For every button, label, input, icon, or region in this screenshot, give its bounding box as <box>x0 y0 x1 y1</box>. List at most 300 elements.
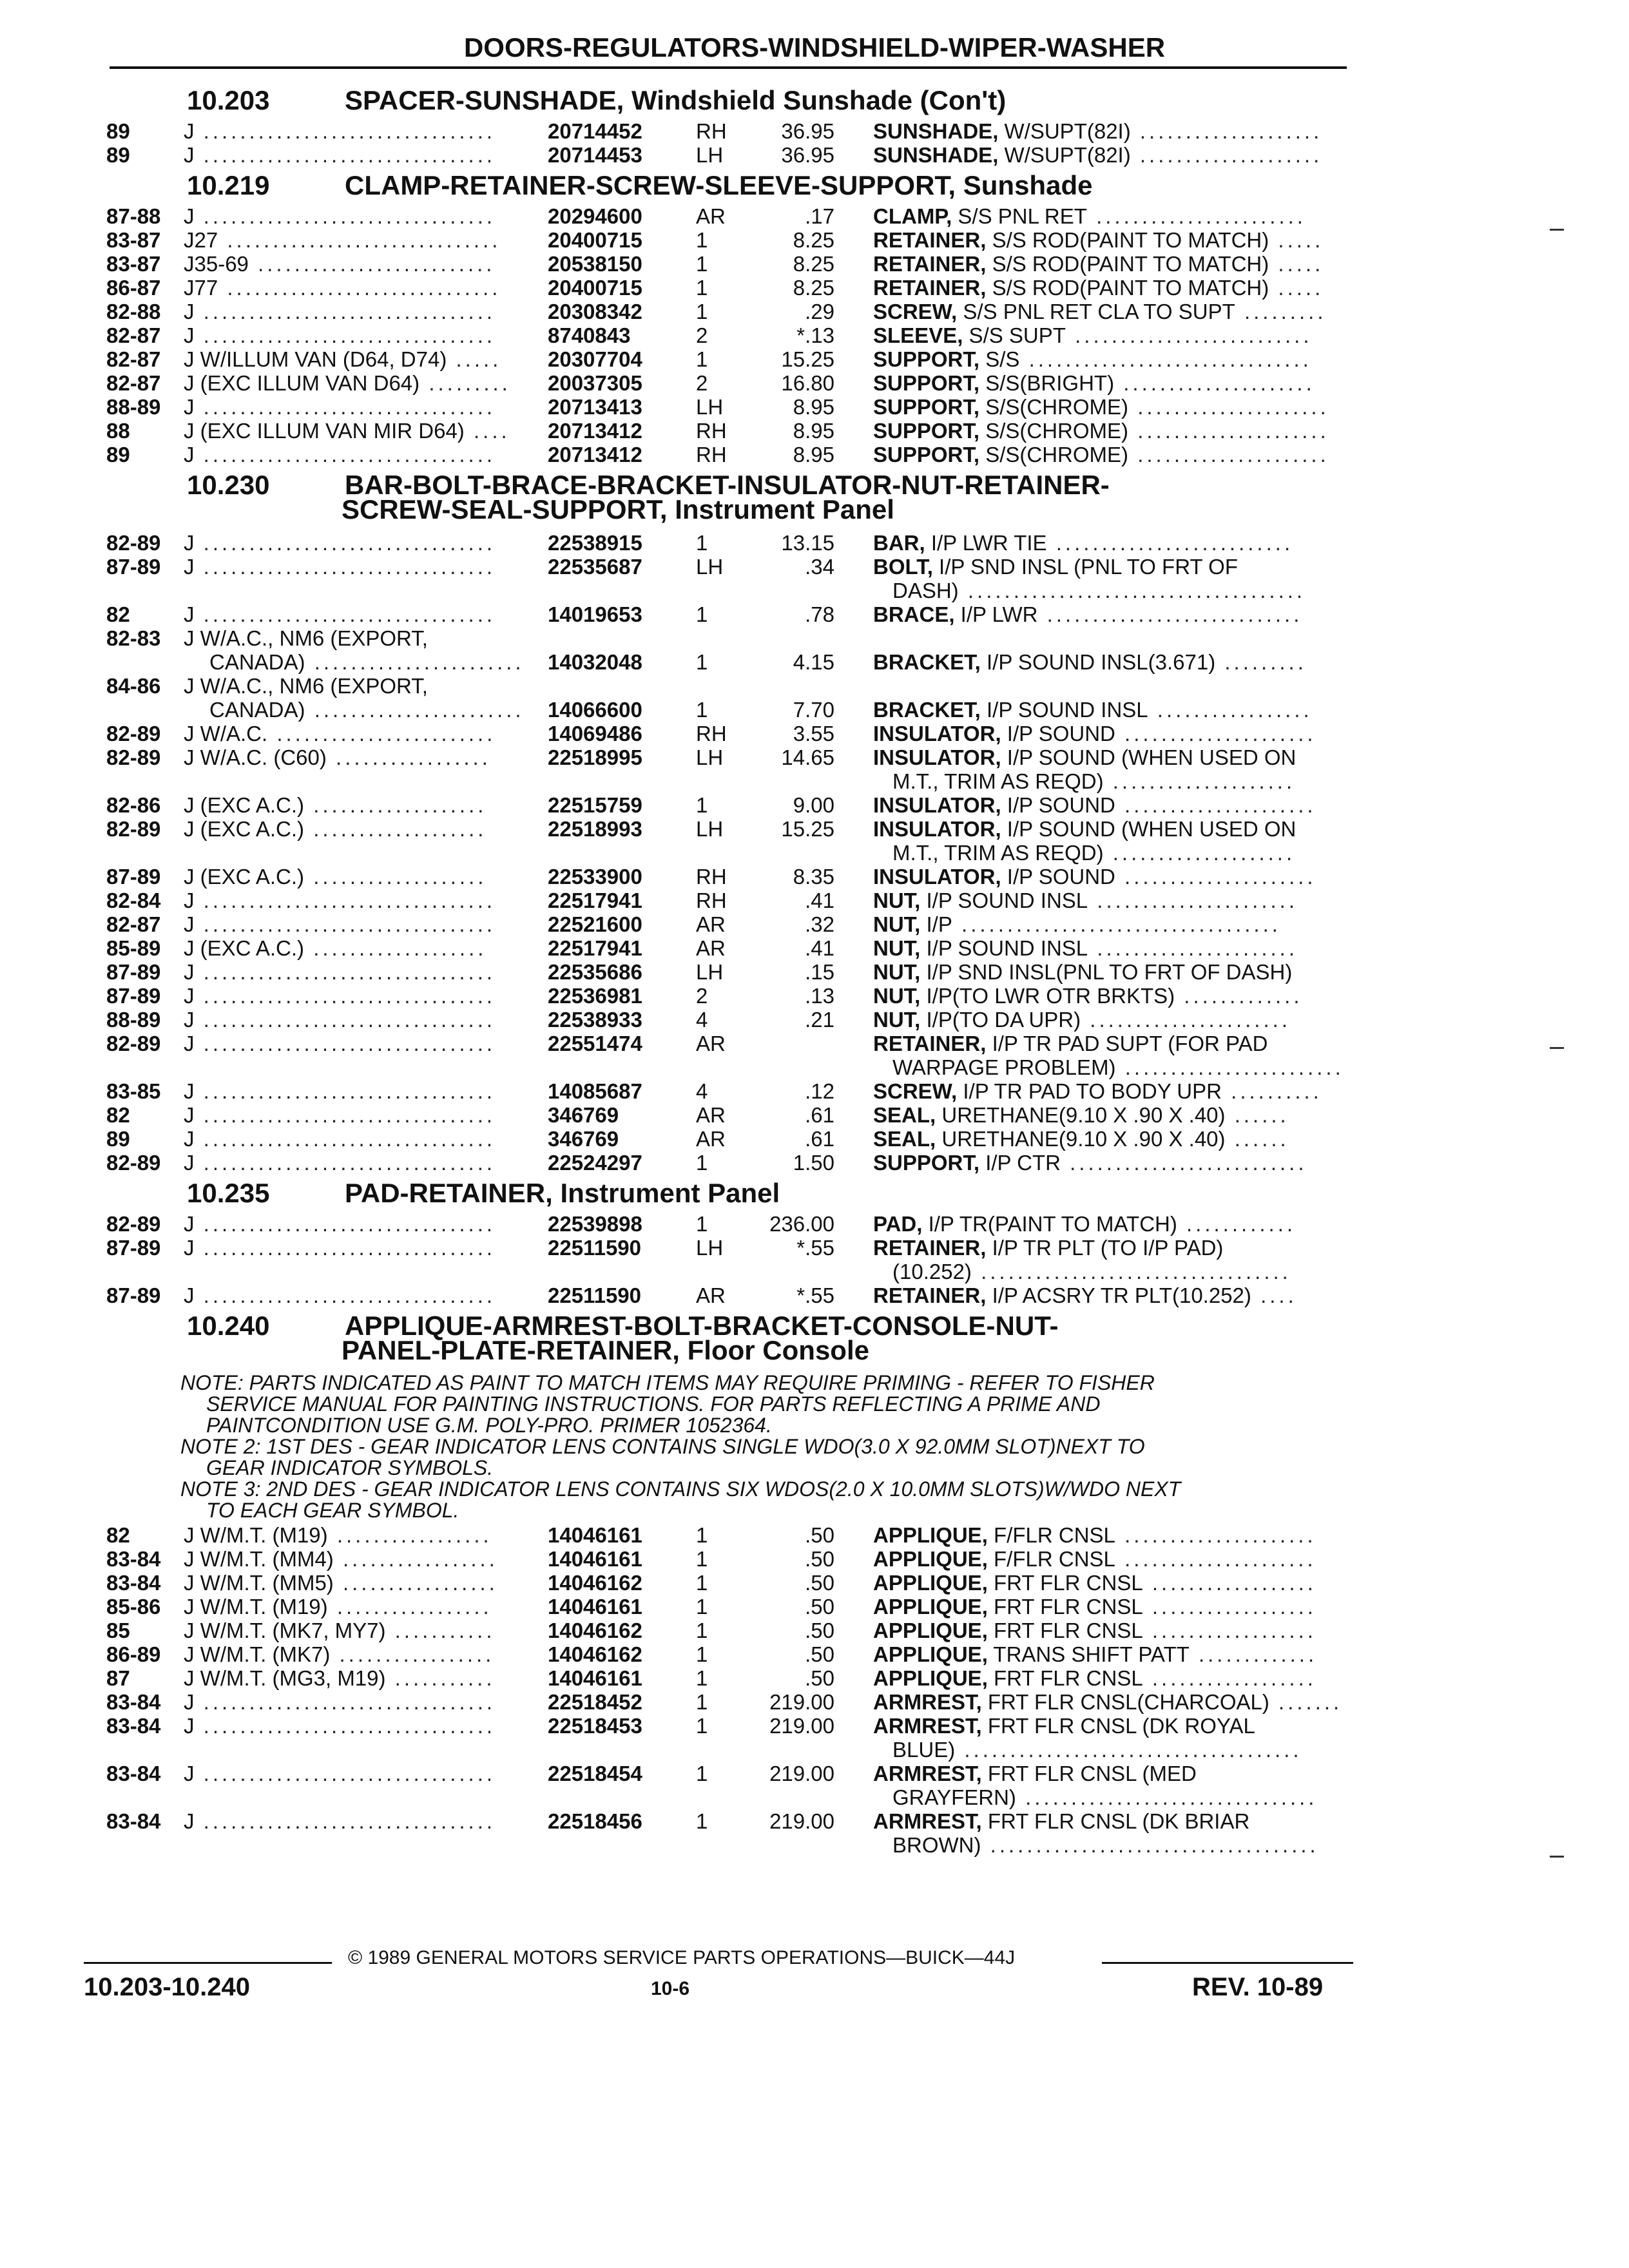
leader-dots: .......................... <box>248 252 496 276</box>
table-row <box>0 745 1629 770</box>
leader-dots: .................. <box>1142 1571 1316 1595</box>
model-year: 82-87 <box>106 371 161 395</box>
model-year: 83-84 <box>106 1571 161 1595</box>
model-code <box>184 555 496 579</box>
model-code-text: J <box>184 395 195 419</box>
model-code-text: J W/A.C., NM6 (EXPORT, <box>184 674 428 698</box>
part-description <box>873 323 1313 348</box>
model-code-text: J (EXC ILLUM VAN MIR D64) <box>184 419 465 443</box>
model-code-text: J W/A.C., NM6 (EXPORT, <box>184 626 428 650</box>
model-year: 88-89 <box>106 1008 161 1032</box>
part-description <box>873 1714 1255 1738</box>
model-code-text: J W/M.T. (MG3, M19) <box>184 1666 386 1690</box>
part-description <box>873 204 1306 229</box>
model-year: 87-89 <box>106 865 161 889</box>
model-code <box>184 1547 498 1571</box>
leader-dots: ................................ <box>194 395 496 419</box>
leader-dots: .................... <box>1130 119 1323 143</box>
part-number: 22518452 <box>548 1690 642 1714</box>
part-name: SUNSHADE, <box>873 143 999 167</box>
leader-dots: ........... <box>385 1619 496 1642</box>
section-heading: APPLIQUE-ARMREST-BOLT-BRACKET-CONSOLE-NUT- <box>345 1311 1059 1341</box>
table-row <box>0 722 1629 746</box>
model-code <box>184 626 428 651</box>
part-description <box>873 1690 1342 1715</box>
model-code-text: J77 <box>184 276 218 300</box>
part-description <box>873 143 1322 168</box>
part-name: RETAINER, <box>873 228 987 252</box>
part-description <box>873 698 1313 722</box>
leader-dots: .................................. <box>971 1260 1291 1283</box>
part-detail: (10.252) <box>892 1260 972 1283</box>
part-detail: I/P SOUND <box>1001 793 1115 817</box>
model-year: 86-89 <box>106 1642 161 1666</box>
part-name: SUNSHADE, <box>873 119 999 143</box>
part-number: 20713412 <box>548 419 642 443</box>
price: .50 <box>805 1619 834 1642</box>
model-code <box>184 371 511 396</box>
quantity: 1 <box>696 1809 708 1833</box>
model-code-text: J <box>184 960 195 984</box>
leader-dots: ................... <box>304 865 487 889</box>
leader-dots: ..................... <box>1128 443 1329 466</box>
leader-dots: ..... <box>1269 228 1324 252</box>
part-detail: I/P SND INSL (PNL TO FRT OF <box>932 555 1239 579</box>
model-code <box>184 323 496 348</box>
section-heading-line2 <box>342 1337 869 1364</box>
model-year: 82-83 <box>106 626 161 650</box>
price: *.55 <box>796 1283 834 1307</box>
part-detail: I/P ACSRY TR PLT(10.252) <box>986 1283 1251 1307</box>
price: 8.95 <box>793 419 834 443</box>
leader-dots: ................................ <box>194 300 496 323</box>
table-row <box>0 626 1629 651</box>
part-name: SUPPORT, <box>873 1151 980 1175</box>
section-subtitle: Floor Console <box>679 1335 869 1365</box>
model-code-text: J <box>184 1079 195 1103</box>
part-number: 14085687 <box>548 1079 642 1103</box>
part-description <box>873 936 1298 961</box>
price: .29 <box>805 300 834 323</box>
margin-tick <box>1550 229 1564 231</box>
price: 15.25 <box>781 817 834 841</box>
model-code <box>184 1523 492 1548</box>
quantity: LH <box>696 960 724 984</box>
part-name: APPLIQUE, <box>873 1642 988 1666</box>
model-code-text: J W/ILLUM VAN (D64, D74) <box>184 347 447 371</box>
section-heading: CLAMP-RETAINER-SCREW-SLEEVE-SUPPORT, <box>345 170 956 200</box>
table-row-continued <box>0 1055 1629 1080</box>
table-row-continued <box>0 650 1629 675</box>
part-description <box>873 1619 1316 1643</box>
section-subtitle: Instrument Panel <box>667 494 894 524</box>
price: .17 <box>805 204 834 228</box>
leader-dots: .......................... <box>1065 323 1313 347</box>
quantity: 1 <box>696 1595 708 1619</box>
model-code-text: J <box>184 531 195 555</box>
leader-dots: ....................... <box>305 698 525 722</box>
part-description <box>873 602 1302 627</box>
margin-tick <box>1550 1856 1564 1858</box>
model-code-text: J W/M.T. (MM5) <box>184 1571 334 1595</box>
quantity: 1 <box>696 228 708 252</box>
part-detail: I/P CTR <box>979 1151 1061 1175</box>
part-description <box>873 1571 1316 1595</box>
leader-dots: ............................ <box>1037 602 1303 626</box>
leader-dots: ................. <box>330 1642 495 1666</box>
model-code <box>184 276 501 300</box>
part-detail: I/P TR(PAINT TO MATCH) <box>922 1212 1177 1236</box>
part-detail: I/P SOUND (WHEN USED ON <box>1001 745 1296 769</box>
price: .12 <box>805 1079 834 1103</box>
quantity: AR <box>696 912 726 936</box>
section-note: SERVICE MANUAL FOR PAINTING INSTRUCTIONS. FOR PARTS REFLECTING A PRIME AND <box>206 1392 1101 1416</box>
part-name: SEAL, <box>873 1127 936 1151</box>
quantity: 2 <box>696 323 708 347</box>
model-year: 82-88 <box>106 300 161 323</box>
model-code-text: CANADA) <box>209 698 305 722</box>
leader-dots: ................................ <box>194 602 496 626</box>
page-title: DOORS-REGULATORS-WINDSHIELD-WIPER-WASHER <box>463 32 1166 62</box>
part-name: ARMREST, <box>873 1690 982 1714</box>
leader-dots: ................................ <box>194 1762 496 1785</box>
footer-section-range: 10.203-10.240 <box>84 1973 251 2001</box>
model-year: 82-89 <box>106 1212 161 1236</box>
quantity: 1 <box>696 1762 708 1785</box>
quantity: 1 <box>696 650 708 674</box>
part-detail: URETHANE(9.10 X .90 X .40) <box>936 1127 1226 1151</box>
table-row <box>0 1547 1629 1571</box>
table-row <box>0 865 1629 889</box>
part-number: 346769 <box>548 1103 619 1127</box>
price: .78 <box>805 602 834 626</box>
part-detail: I/P SOUND (WHEN USED ON <box>1001 817 1296 841</box>
price: .50 <box>805 1666 834 1690</box>
price: 8.25 <box>793 252 834 276</box>
part-detail: M.T., TRIM AS REQD) <box>892 841 1104 865</box>
section-title <box>187 87 1006 114</box>
leader-dots: ..... <box>1269 252 1324 276</box>
model-code-continued <box>209 650 525 675</box>
part-detail: BROWN) <box>892 1833 981 1857</box>
leader-dots: ................................ <box>194 1809 496 1833</box>
quantity: 2 <box>696 984 708 1008</box>
part-name: RETAINER, <box>873 1032 987 1055</box>
model-year: 87-89 <box>106 555 161 579</box>
part-description <box>873 1079 1322 1104</box>
model-code-text: J <box>184 1151 195 1175</box>
model-code <box>184 443 496 467</box>
leader-dots: ..................... <box>1128 395 1329 419</box>
section-number: 10.203 <box>187 85 270 115</box>
leader-dots: ................................ <box>194 1236 496 1260</box>
part-name: SCREW, <box>873 1079 958 1103</box>
price: 4.15 <box>793 650 834 674</box>
part-name: SLEEVE, <box>873 323 963 347</box>
table-row <box>0 1619 1629 1643</box>
model-code <box>184 347 501 372</box>
part-number: 14046161 <box>548 1523 642 1547</box>
part-description <box>873 300 1326 324</box>
table-row <box>0 1595 1629 1619</box>
part-name: CLAMP, <box>873 204 952 228</box>
model-code <box>184 865 487 889</box>
table-row <box>0 960 1629 985</box>
price: 7.70 <box>793 698 834 722</box>
model-code-text: J35-69 <box>184 252 249 276</box>
quantity: AR <box>696 1032 726 1055</box>
quantity: 1 <box>696 300 708 323</box>
model-year: 82 <box>106 1523 130 1547</box>
model-code-text: J <box>184 984 195 1008</box>
leader-dots: ................................ <box>194 1714 496 1738</box>
quantity: 4 <box>696 1008 708 1032</box>
model-code <box>184 119 496 144</box>
part-number: 22517941 <box>548 936 642 960</box>
model-year: 87 <box>106 1666 130 1690</box>
table-row-continued <box>0 1833 1629 1858</box>
part-description <box>873 1809 1249 1834</box>
table-row <box>0 1523 1629 1548</box>
leader-dots: ......... <box>1215 650 1307 674</box>
part-name: SUPPORT, <box>873 395 980 419</box>
table-row <box>0 119 1629 144</box>
part-name: SUPPORT, <box>873 443 980 466</box>
part-name: NUT, <box>873 912 921 936</box>
part-detail: S/S PNL RET CLA TO SUPT <box>957 300 1235 323</box>
section-title <box>187 172 1092 199</box>
leader-dots: ..................... <box>1114 371 1315 395</box>
part-detail: I/P SOUND INSL <box>980 698 1148 722</box>
model-year: 82-87 <box>106 323 161 347</box>
section-note: TO EACH GEAR SYMBOL. <box>206 1499 459 1522</box>
quantity: AR <box>696 1103 726 1127</box>
model-year: 82-89 <box>106 1032 161 1055</box>
leader-dots: ................................ <box>194 1103 496 1127</box>
model-year: 82-89 <box>106 722 161 745</box>
part-description <box>873 1212 1296 1236</box>
part-detail: S/S(BRIGHT) <box>979 371 1115 395</box>
part-description <box>873 1127 1289 1151</box>
model-code <box>184 1283 496 1308</box>
leader-dots: ................. <box>327 1523 492 1547</box>
price: 219.00 <box>769 1809 834 1833</box>
part-detail: I/P SOUND INSL(3.671) <box>980 650 1216 674</box>
part-detail: I/P TR PAD TO BODY UPR <box>957 1079 1222 1103</box>
part-name: BRACKET, <box>873 698 981 722</box>
part-detail: I/P <box>920 912 952 936</box>
footer-copyright: © 1989 GENERAL MOTORS SERVICE PARTS OPERATIONS—BUICK—44J <box>348 1947 1016 1968</box>
table-row <box>0 252 1629 276</box>
price: *.13 <box>796 323 834 347</box>
price: .13 <box>805 984 834 1008</box>
part-name: BRACKET, <box>873 650 981 674</box>
table-row-continued <box>0 1785 1629 1810</box>
part-detail: FRT FLR CNSL (MED <box>981 1762 1197 1785</box>
part-description <box>873 276 1324 300</box>
part-description <box>873 1032 1268 1056</box>
quantity: 1 <box>696 1523 708 1547</box>
model-code-text: J (EXC A.C.) <box>184 817 305 841</box>
model-code-text: J W/M.T. (M19) <box>184 1523 328 1547</box>
model-code <box>184 531 496 555</box>
part-description <box>873 119 1322 144</box>
quantity: AR <box>696 204 726 228</box>
part-name: RETAINER, <box>873 276 987 300</box>
price: .50 <box>805 1547 834 1571</box>
table-row <box>0 1103 1629 1128</box>
price: .34 <box>805 555 834 579</box>
part-number: 20400715 <box>548 228 642 252</box>
part-number: 20307704 <box>548 347 642 371</box>
part-detail: I/P LWR <box>954 602 1038 626</box>
price: 8.95 <box>793 443 834 466</box>
model-code <box>184 1127 496 1151</box>
model-year: 89 <box>106 119 130 143</box>
quantity: RH <box>696 119 727 143</box>
part-number: 22538933 <box>548 1008 642 1032</box>
leader-dots: ......... <box>419 371 511 395</box>
model-year: 82-89 <box>106 1151 161 1175</box>
model-year: 87-89 <box>106 1283 161 1307</box>
table-row <box>0 674 1629 698</box>
model-code-text: J <box>184 323 195 347</box>
model-code-text: J <box>184 143 195 167</box>
part-number: 20400715 <box>548 276 642 300</box>
quantity: LH <box>696 395 724 419</box>
quantity: 1 <box>696 276 708 300</box>
part-detail: FRT FLR CNSL <box>987 1595 1143 1619</box>
part-number: 22538915 <box>548 531 642 555</box>
leader-dots: .................... <box>1103 841 1296 865</box>
part-description <box>873 347 1312 372</box>
section-note: NOTE: PARTS INDICATED AS PAINT TO MATCH ITEMS MAY REQUIRE PRIMING - REFER TO FISHER <box>180 1371 1155 1394</box>
model-code <box>184 1595 492 1619</box>
quantity: RH <box>696 443 727 466</box>
part-name: BOLT, <box>873 555 933 579</box>
leader-dots: ...... <box>1225 1103 1289 1127</box>
leader-dots: .................... <box>1130 143 1323 167</box>
model-year: 85-86 <box>106 1595 161 1619</box>
part-detail: FRT FLR CNSL (DK ROYAL <box>981 1714 1255 1738</box>
part-detail-continued <box>892 579 1306 603</box>
model-code <box>184 960 496 985</box>
table-row <box>0 371 1629 396</box>
leader-dots: .................. <box>1142 1619 1316 1642</box>
part-detail: S/S ROD(PAINT TO MATCH) <box>986 276 1269 300</box>
part-number: 14046161 <box>548 1666 642 1690</box>
part-name: INSULATOR, <box>873 817 1001 841</box>
leader-dots: ....... <box>1269 1690 1343 1714</box>
section-heading-line2 <box>342 496 894 523</box>
leader-dots: ...................... <box>1088 936 1298 960</box>
model-code <box>184 1619 496 1643</box>
part-description <box>873 1236 1223 1260</box>
model-code-text: CANADA) <box>209 650 305 674</box>
model-code <box>184 793 487 818</box>
table-row <box>0 984 1629 1008</box>
table-row <box>0 276 1629 300</box>
table-row-continued <box>0 841 1629 865</box>
quantity: 2 <box>696 371 708 395</box>
model-year: 83-87 <box>106 228 161 252</box>
leader-dots: ...................... <box>1081 1008 1291 1032</box>
part-detail: I/P SOUND <box>1001 865 1115 889</box>
leader-dots: ................................... <box>952 912 1281 936</box>
leader-dots: ........................ <box>1115 1055 1344 1079</box>
table-row <box>0 889 1629 913</box>
footer-page-number: 10-6 <box>651 1978 690 1999</box>
quantity: 1 <box>696 793 708 817</box>
table-row <box>0 323 1629 348</box>
leader-dots: ................... <box>304 936 487 960</box>
price: 1.50 <box>793 1151 834 1175</box>
part-detail: I/P TR PAD SUPT (FOR PAD <box>986 1032 1268 1055</box>
model-year: 87-89 <box>106 984 161 1008</box>
part-number: 22524297 <box>548 1151 642 1175</box>
quantity: 1 <box>696 252 708 276</box>
part-detail: BLUE) <box>892 1738 956 1762</box>
model-code-text: J (EXC ILLUM VAN D64) <box>184 371 420 395</box>
table-row-continued <box>0 698 1629 722</box>
model-year: 82-87 <box>106 912 161 936</box>
model-code <box>184 889 496 913</box>
part-description <box>873 1762 1197 1786</box>
part-detail-continued <box>892 1055 1344 1080</box>
model-code-text: J W/M.T. (MM4) <box>184 1547 334 1571</box>
footer-rule-left <box>84 1962 332 1964</box>
quantity: 1 <box>696 1714 708 1738</box>
model-code-text: J27 <box>184 228 218 252</box>
table-row <box>0 531 1629 555</box>
model-code <box>184 1236 496 1260</box>
part-name: APPLIQUE, <box>873 1571 988 1595</box>
model-code-text: J <box>184 443 195 466</box>
price: 3.55 <box>793 722 834 745</box>
model-code-text: J W/M.T. (MK7) <box>184 1642 331 1666</box>
leader-dots: ................... <box>304 817 487 841</box>
leader-dots: ................................ <box>194 1079 496 1103</box>
table-row <box>0 1642 1629 1667</box>
price: 15.25 <box>781 347 834 371</box>
part-number: 20037305 <box>548 371 642 395</box>
model-year: 89 <box>106 1127 130 1151</box>
section-note: NOTE 3: 2ND DES - GEAR INDICATOR LENS CONTAINS SIX WDOS(2.0 X 10.0MM SLOTS)W/WDO NEXT <box>180 1477 1181 1501</box>
model-year: 85-89 <box>106 936 161 960</box>
part-description <box>873 371 1315 396</box>
model-code <box>184 1809 496 1834</box>
part-detail: I/P(TO DA UPR) <box>920 1008 1081 1032</box>
table-row <box>0 1283 1629 1308</box>
price: 13.15 <box>781 531 834 555</box>
footer-revision: REV. 10-89 <box>1192 1973 1324 2001</box>
quantity: 1 <box>696 602 708 626</box>
table-row <box>0 1690 1629 1715</box>
part-number: 20294600 <box>548 204 642 228</box>
model-code <box>184 602 496 627</box>
leader-dots: ................................ <box>194 1008 496 1032</box>
section-heading: PAD-RETAINER, <box>345 1178 553 1208</box>
quantity: 1 <box>696 531 708 555</box>
leader-dots: ..................................... <box>958 579 1306 602</box>
part-detail: FRT FLR CNSL(CHARCOAL) <box>981 1690 1269 1714</box>
part-number: 22551474 <box>548 1032 642 1055</box>
part-detail: W/SUPT(82I) <box>998 143 1131 167</box>
leader-dots: ..................................... <box>955 1738 1302 1762</box>
leader-dots: ................................ <box>194 143 496 167</box>
section-heading: BAR-BOLT-BRACE-BRACKET-INSULATOR-NUT-RETAINER- <box>345 470 1110 500</box>
part-detail: I/P(TO LWR OTR BRKTS) <box>920 984 1175 1008</box>
